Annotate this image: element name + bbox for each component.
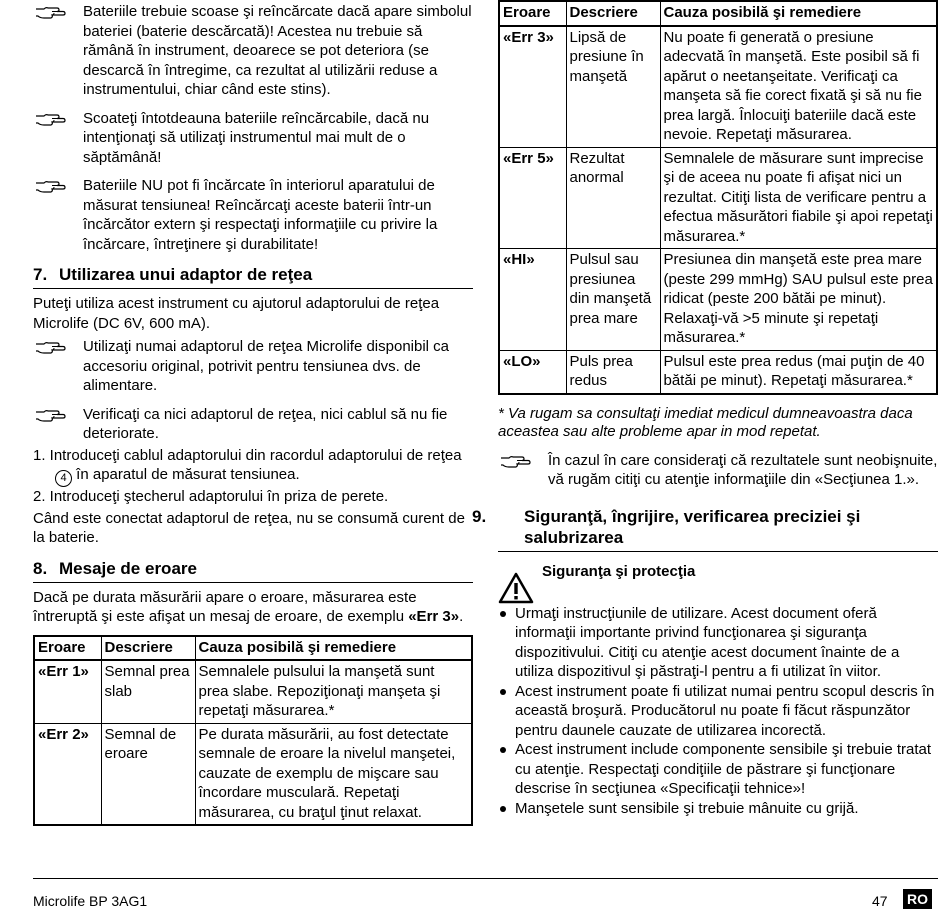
warning-triangle-icon	[498, 572, 534, 604]
error-code: «Err 1»	[35, 660, 101, 723]
pointing-hand-icon	[35, 111, 67, 127]
bullet-icon	[500, 806, 506, 812]
pointing-hand-icon	[35, 339, 67, 355]
language-badge: RO	[903, 889, 932, 909]
header-error: Eroare	[500, 2, 566, 26]
intro-text-end: .	[459, 608, 464, 625]
pointing-hand-icon	[35, 4, 67, 20]
list-item	[498, 604, 938, 682]
footer-product: Microlife BP 3AG1	[33, 893, 148, 909]
step-text-tail: în aparatul de măsurat tensiunea.	[76, 466, 300, 483]
note-text: Utilizaţi numai adaptorul de reţea Microlife disponibil ca accesoriu original, potrivit pentru tensiunea dvs. de alimentare.	[83, 338, 450, 394]
error-table-right	[498, 0, 938, 395]
footer-divider	[33, 878, 938, 879]
section-8-heading	[33, 558, 473, 583]
step-text: 2. Introduceţi ştecherul adaptorului în priza de perete.	[33, 488, 389, 505]
error-description: Semnal prea slab	[101, 660, 195, 723]
section-7-heading	[33, 264, 473, 289]
list-item-text: Acest instrument poate fi utilizat numai pentru scopul descris în această broşură. Producătorul nu poate fi făcut răspunzător pentru daunele cauzate de utilizarea incorectă.	[515, 682, 935, 739]
step-2	[33, 487, 473, 507]
note-battery-rechargeable	[33, 109, 473, 168]
error-table-left	[33, 635, 473, 827]
right-column	[472, 0, 938, 818]
note-adapter-original	[33, 337, 473, 396]
error-code: «Err 3»	[500, 26, 566, 148]
adapter-steps	[33, 446, 473, 507]
step-1	[33, 446, 473, 488]
list-item	[498, 799, 938, 819]
section-9-heading	[472, 506, 938, 552]
intro-text: Dacă pe durata măsurării apare o eroare, măsurarea este întreruptă şi este afişat un mesaj de eroare, de exemplu	[33, 588, 417, 625]
table-row	[500, 26, 936, 148]
error-cause: Semnalele de măsurare sunt imprecise şi de aceea nu poate fi afişat nici un rezultat. Citiţi lista de verificare pentru a efectua măsurători fiabile şi apoi repetaţi măsurarea.*	[660, 147, 936, 249]
error-description: Pulsul sau presiunea din manşetă prea mare	[566, 249, 660, 351]
note-text: În cazul în care consideraţi că rezultatele sunt neobişnuite, vă rugăm citiţi cu atenţie informaţiile din «Secţiunea 1.».	[548, 451, 938, 488]
header-description: Descriere	[566, 2, 660, 26]
table-header-row	[35, 637, 471, 661]
bullet-icon	[500, 611, 506, 617]
left-column	[33, 0, 473, 826]
section-title: Mesaje de eroare	[59, 558, 197, 578]
step-text: 1. Introduceţi cablul adaptorului din racordul adaptorului de reţea	[33, 446, 462, 464]
error-code: «Err 5»	[500, 147, 566, 249]
pointing-hand-icon	[35, 178, 67, 194]
error-cause: Presiunea din manşetă este prea mare (peste 299 mmHg) SAU pulsul este prea ridicat (peste 200 bătăi pe minut). Relaxaţi-vă >5 minute şi repetaţi măsurarea.*	[660, 249, 936, 351]
table-footnote: * Va rugam sa consultaţi imediat medicul dumneavoastra daca aceastea sau alte probleme apar in mod repetat.	[498, 404, 913, 440]
section-7-intro: Puteţi utiliza acest instrument cu ajutorul adaptorului de reţea Microlife (DC 6V, 600 mA).	[33, 295, 440, 332]
list-item	[498, 682, 938, 741]
error-cause: Pulsul este prea redus (mai puţin de 40 bătăi pe minut). Repetaţi măsurarea.*	[660, 350, 936, 393]
error-code: «HI»	[500, 249, 566, 351]
note-text: Scoateţi întotdeauna bateriile reîncărcabile, dacă nu intenţionaţi să utilizaţi instrumentul mai mult de o săptămână!	[83, 109, 430, 166]
list-item-text: Manşetele sunt sensibile şi trebuie mânuite cu grijă.	[515, 799, 859, 817]
header-cause: Cauza posibilă şi remediere	[660, 2, 936, 26]
section-number: 9.	[472, 506, 487, 526]
safety-subheading	[498, 558, 938, 604]
pointing-hand-icon	[500, 453, 532, 469]
list-item-text: Urmaţi instrucţiunile de utilizare. Acest document oferă informaţii importante privind funcţionarea şi siguranţa dispozitivului. Citiţi cu atenţie acest document înainte de a utiliza dispozitivul şi păstraţi-l pentru a fi utilizat în viitor.	[515, 604, 900, 680]
error-cause: Pe durata măsurării, au fost detectate semnale de eroare la nivelul manşetei, cauzate de exemplu de mişcare sau încordare musculară. Repetaţi măsurarea, cu braţul ţinut relaxat.	[195, 723, 471, 824]
table-row	[500, 147, 936, 249]
error-description: Lipsă de presiune în manşetă	[566, 26, 660, 148]
error-code: «Err 2»	[35, 723, 101, 824]
section-title: Utilizarea unui adaptor de reţea	[59, 265, 313, 284]
error-description: Puls prea redus	[566, 350, 660, 393]
note-unusual-results	[498, 451, 938, 490]
note-adapter-check	[33, 405, 473, 444]
bullet-icon	[500, 689, 506, 695]
note-battery-remove	[33, 2, 473, 100]
section-number: 7.	[33, 265, 48, 284]
part-reference-badge: 4	[55, 470, 72, 487]
header-description: Descriere	[101, 637, 195, 661]
error-description: Semnal de eroare	[101, 723, 195, 824]
page-number: 47	[872, 893, 888, 909]
error-cause: Semnalele pulsului la manşetă sunt prea slabe. Repoziţionaţi manşeta şi repetaţi măsurarea.*	[195, 660, 471, 723]
error-description: Rezultat anormal	[566, 147, 660, 249]
subheading-text: Siguranţa şi protecţia	[542, 562, 696, 580]
header-cause: Cauza posibilă şi remediere	[195, 637, 471, 661]
bullet-icon	[500, 747, 506, 753]
note-text: Verificaţi ca nici adaptorul de reţea, nici cablul să nu fie deteriorate.	[83, 405, 448, 442]
table-row	[500, 350, 936, 393]
section-7-outro: Când este conectat adaptorul de reţea, nu se consumă curent de la baterie.	[33, 509, 465, 546]
error-cause: Nu poate fi generată o presiune adecvată în manşetă. Este posibil să fi apărut o neetanşeitate. Verificaţi ca manşeta să fie corect fixată şi să nu fie prea largă. Înlocuiţi bateriile dacă este nevoie. Repetaţi măsurarea.	[660, 26, 936, 148]
table-row	[35, 660, 471, 723]
note-text: Bateriile NU pot fi încărcate în interiorul aparatului de măsurat tensiunea! Reîncărcaţi aceste baterii într-un încărcător extern şi respectaţi informaţiile cu privire la încărcare, întreţinere şi durabilitate!	[83, 177, 438, 253]
intro-error-code: «Err 3»	[408, 608, 460, 625]
note-text: Bateriile trebuie scoase şi reîncărcate dacă apare simbolul bateriei (baterie descărcată)! Acestea nu trebuie să rămână în instrument, deoarece se pot deteriora (se descarcă în întregime, ca rezultat al utilizării reduse a instrumentului, chiar când este stins).	[83, 3, 472, 98]
table-row	[500, 249, 936, 351]
table-header-row	[500, 2, 936, 26]
note-battery-charge	[33, 176, 473, 254]
section-number: 8.	[33, 558, 48, 578]
pointing-hand-icon	[35, 407, 67, 423]
header-error: Eroare	[35, 637, 101, 661]
section-8-intro	[33, 588, 473, 627]
list-item-text: Acest instrument include componente sensibile şi trebuie tratat cu atenţie. Respectaţi condiţiile de păstrare şi funcţionare descrise în secţiunea «Specificaţii tehnice»!	[515, 741, 932, 797]
section-title: Siguranţă, îngrijire, verificarea preciziei şi salubrizarea	[524, 506, 861, 547]
error-code: «LO»	[500, 350, 566, 393]
list-item	[498, 740, 938, 799]
table-row	[35, 723, 471, 824]
safety-bullets	[498, 604, 938, 819]
